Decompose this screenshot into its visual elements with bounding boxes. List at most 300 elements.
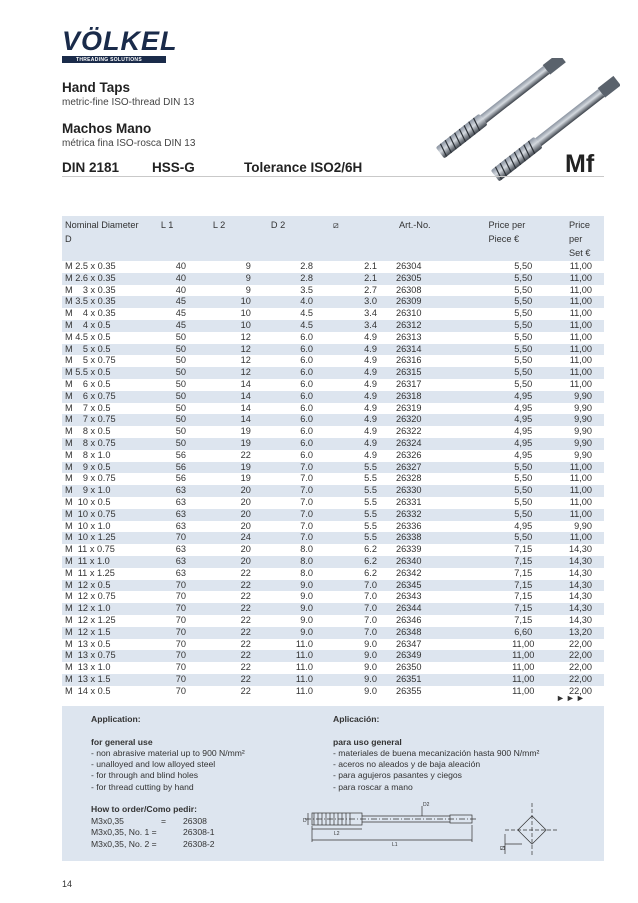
aplicacion-item: - para roscar a mano [333, 781, 413, 792]
table-cell: 4.9 [325, 367, 393, 379]
table-row [62, 320, 604, 332]
table-cell: M 8 x 0.75 [62, 438, 155, 450]
table-cell: 4,95 [514, 402, 533, 413]
table-cell: 5,50 [480, 296, 566, 308]
table-cell: 11,00 [569, 355, 592, 366]
table-cell: 11,00 [569, 331, 592, 342]
table-cell: 9 [245, 261, 251, 271]
table-cell: 26349 [393, 650, 481, 662]
table-cell: 5.5 [325, 462, 393, 474]
table-cell: 22 [240, 614, 251, 625]
table-cell: 70 [155, 603, 207, 615]
table-cell: 50 [175, 378, 186, 389]
table-cell: 9,90 [574, 426, 592, 437]
table-cell: 4.9 [325, 438, 393, 450]
label-d: D [303, 818, 307, 824]
table-cell: M 14 x 0.5 [65, 685, 111, 696]
table-row [62, 426, 604, 438]
col-price-piece: Price per Piece € [480, 216, 566, 261]
table-cell: 3.4 [364, 308, 377, 319]
table-cell: 6.2 [364, 544, 377, 555]
table-row [62, 662, 604, 674]
table-cell: 5.5 [325, 532, 393, 544]
table-row [62, 521, 604, 533]
table-cell: 14 [240, 402, 251, 413]
table-cell: 6.0 [300, 449, 314, 460]
table-cell: 5,50 [480, 273, 566, 285]
table-cell: 26343 [395, 591, 422, 602]
table-cell: 7.0 [265, 485, 325, 497]
table-cell: M 3 x 0.35 [65, 284, 116, 295]
table-cell: 26340 [393, 556, 481, 568]
table-cell: 26319 [395, 402, 422, 413]
table-cell: 11,00 [566, 532, 604, 544]
table-cell: 11.0 [295, 662, 314, 673]
table-cell: 63 [155, 556, 207, 568]
table-row [62, 603, 604, 615]
table-cell: 26347 [395, 638, 422, 649]
table-cell: M 11 x 0.75 [65, 544, 115, 555]
table-cell: 6.0 [265, 438, 325, 450]
table-row [62, 285, 604, 297]
table-cell: 20 [207, 509, 265, 521]
logo-tagline: THREADING SOLUTIONS [76, 57, 142, 63]
tap-spec-table [62, 216, 604, 697]
table-cell: 6.0 [265, 344, 325, 356]
table-cell: 26339 [395, 544, 422, 555]
table-cell: 22 [207, 627, 265, 639]
table-cell: 63 [175, 520, 186, 531]
table-cell: 9,90 [566, 391, 604, 403]
table-cell: 63 [175, 496, 186, 507]
table-cell: 26315 [393, 367, 481, 379]
table-cell: 70 [155, 627, 207, 639]
order-line: M3x0,35, No. 1 = 26308-1 [91, 827, 215, 838]
table-cell: 2.1 [364, 261, 377, 271]
table-cell: 7.0 [265, 509, 325, 521]
table-cell: 11,00 [566, 367, 604, 379]
table-cell: 26305 [393, 273, 481, 285]
table-cell: 26342 [395, 567, 422, 578]
label-l1: L1 [392, 842, 398, 848]
table-cell: M 12 x 1.0 [62, 603, 155, 615]
table-cell: 7,15 [514, 614, 533, 625]
table-row [62, 403, 604, 415]
table-cell: 11,00 [566, 296, 604, 308]
table-cell: 26308 [395, 284, 422, 295]
table-cell: 50 [175, 402, 186, 413]
table-cell: 9,90 [574, 449, 592, 460]
material-grade: HSS-G [152, 160, 195, 175]
table-cell: 6.2 [325, 556, 393, 568]
table-cell: 4.9 [364, 426, 377, 437]
table-cell: 5.5 [325, 485, 393, 497]
table-cell: 22 [240, 638, 251, 649]
order-title: How to order/Como pedir: [91, 804, 197, 815]
table-cell: M 2.6 x 0.35 [62, 273, 155, 285]
table-cell: M 7 x 0.5 [65, 402, 111, 413]
table-cell: 10 [207, 320, 265, 332]
table-cell: 26316 [395, 355, 422, 366]
aplicacion-subtitle: para uso general [333, 736, 402, 747]
table-cell: 14,30 [566, 580, 604, 592]
table-cell: 6.0 [300, 402, 314, 413]
table-cell: 5,50 [480, 509, 566, 521]
table-cell: M 10 x 0.75 [62, 509, 155, 521]
table-row [62, 414, 604, 426]
table-cell: 22 [240, 567, 251, 578]
table-cell: 9,90 [566, 438, 604, 450]
table-cell: 19 [207, 438, 265, 450]
table-cell: 26313 [395, 331, 422, 342]
application-item: - unalloyed and low alloyed steel [91, 759, 216, 770]
table-cell: M 4 x 0.5 [62, 320, 155, 332]
table-cell: 19 [207, 462, 265, 474]
table-cell: 5,50 [480, 485, 566, 497]
table-cell: M 3.5 x 0.35 [62, 296, 155, 308]
table-cell: 2.1 [325, 273, 393, 285]
order-line: M3x0,35 = 26308 [91, 816, 207, 826]
col-d2: D 2 [265, 216, 325, 261]
table-cell: 5,50 [480, 532, 566, 544]
aplicacion-item: - materiales de buena mecanización hasta 900 N/mm² [333, 747, 540, 758]
table-cell: 5.5 [364, 473, 377, 484]
table-cell: 24 [207, 532, 265, 544]
table-cell: 8.0 [300, 567, 314, 578]
table-cell: 70 [155, 580, 207, 592]
table-row [62, 261, 604, 273]
table-cell: 4,95 [514, 520, 533, 531]
table-cell: 6,60 [480, 627, 566, 639]
table-cell: 22 [207, 580, 265, 592]
table-cell: 63 [175, 567, 186, 578]
table-cell: 5,50 [514, 308, 533, 319]
table-cell: 9.0 [325, 650, 393, 662]
table-cell: 19 [240, 473, 251, 484]
table-cell: 70 [175, 591, 186, 602]
table-cell: 4,95 [480, 391, 566, 403]
table-cell: 9.0 [265, 603, 325, 615]
order-example [91, 816, 291, 850]
table-cell: 26350 [395, 662, 422, 673]
table-cell: 5,50 [480, 367, 566, 379]
table-cell: 6.2 [364, 567, 377, 578]
table-cell: 7.0 [325, 627, 393, 639]
table-cell: 2.8 [300, 261, 314, 271]
table-cell: 11,00 [566, 462, 604, 474]
table-row [62, 509, 604, 521]
table-cell: 11.0 [265, 650, 325, 662]
table-cell: M 4 x 0.35 [65, 308, 116, 319]
table-row [62, 532, 604, 544]
application-en [91, 714, 321, 816]
table-cell: M 12 x 0.5 [62, 580, 155, 592]
table-cell: 50 [175, 331, 186, 342]
table-cell: 5,50 [514, 473, 533, 484]
table-cell: 6.0 [300, 355, 314, 366]
label-d2: D2 [423, 802, 430, 808]
table-cell: 26322 [395, 426, 422, 437]
table-cell: M 11 x 1.25 [65, 567, 115, 578]
table-cell: 70 [155, 650, 207, 662]
table-cell: 8.0 [265, 556, 325, 568]
table-cell: M 9 x 0.5 [62, 462, 155, 474]
table-cell: 7,15 [514, 567, 533, 578]
table-cell: 11,00 [512, 662, 535, 673]
table-cell: 12 [240, 331, 251, 342]
table-cell: 26310 [395, 308, 422, 319]
table-row [62, 627, 604, 639]
table-cell: 22,00 [569, 638, 592, 649]
table-cell: 26338 [393, 532, 481, 544]
table-cell: 26309 [393, 296, 481, 308]
table-cell: 11,00 [566, 509, 604, 521]
table-cell: M 13 x 0.5 [65, 638, 111, 649]
table-cell: M 13 x 1.0 [65, 662, 111, 673]
table-cell: 26314 [393, 344, 481, 356]
table-row [62, 650, 604, 662]
table-cell: 56 [175, 473, 186, 484]
aplicacion-item: - aceros no aleados y de baja aleación [333, 759, 481, 770]
table-row [62, 497, 604, 509]
table-cell: 50 [175, 426, 186, 437]
table-cell: 4.5 [265, 320, 325, 332]
table-cell: 50 [155, 414, 207, 426]
table-cell: M 12 x 1.5 [62, 627, 155, 639]
col-l2: L 2 [207, 216, 265, 261]
subtitle-es: métrica fina ISO-rosca DIN 13 [62, 138, 196, 149]
table-cell: 19 [240, 426, 251, 437]
table-cell: 10 [207, 296, 265, 308]
table-cell: 4.9 [364, 378, 377, 389]
table-row [62, 556, 604, 568]
table-cell: 12 [207, 344, 265, 356]
col-l1: L 1 [155, 216, 207, 261]
table-row [62, 332, 604, 344]
table-cell: 26348 [393, 627, 481, 639]
col-square: ⧄ [325, 216, 393, 261]
table-cell: 4.9 [325, 391, 393, 403]
table-cell: 26304 [395, 261, 422, 271]
table-cell: 20 [207, 556, 265, 568]
table-cell: 7.0 [325, 580, 393, 592]
tolerance-class: Tolerance ISO2/6H [244, 160, 363, 175]
table-cell: 26330 [393, 485, 481, 497]
table-cell: 50 [155, 367, 207, 379]
table-row [62, 344, 604, 356]
table-cell: 26344 [393, 603, 481, 615]
table-cell: M 5 x 0.5 [62, 344, 155, 356]
table-cell: 7.0 [364, 591, 377, 602]
table-cell: 13,20 [566, 627, 604, 639]
table-cell: 14,30 [569, 614, 592, 625]
table-header-row [62, 216, 604, 261]
table-cell: 22,00 [569, 662, 592, 673]
table-cell: 63 [175, 544, 186, 555]
table-row [62, 296, 604, 308]
table-cell: 56 [175, 449, 186, 460]
table-cell: 56 [155, 462, 207, 474]
table-cell: 14 [207, 391, 265, 403]
table-cell: M 5.5 x 0.5 [62, 367, 155, 379]
table-cell: 22 [240, 662, 251, 673]
table-cell: 20 [240, 520, 251, 531]
table-cell: 5,50 [514, 355, 533, 366]
table-cell: 11,00 [566, 273, 604, 285]
table-cell: 22 [240, 591, 251, 602]
table-row [62, 473, 604, 485]
table-cell: 50 [175, 355, 186, 366]
table-cell: 26327 [393, 462, 481, 474]
table-cell: 45 [175, 308, 186, 319]
table-cell: 26317 [395, 378, 422, 389]
application-title: Application: [91, 714, 141, 724]
application-subtitle: for general use [91, 736, 153, 747]
table-cell: 22,00 [569, 685, 592, 696]
table-cell: 14 [207, 414, 265, 426]
table-cell: M 9 x 0.75 [65, 473, 116, 484]
table-cell: M 10 x 1.0 [65, 520, 111, 531]
table-cell: 7.0 [300, 520, 314, 531]
table-cell: 11,00 [569, 284, 592, 295]
table-cell: 9.0 [300, 591, 314, 602]
table-cell: 26346 [395, 614, 422, 625]
table-cell: 6.0 [300, 378, 314, 389]
din-standard: DIN 2181 [62, 160, 120, 175]
table-cell: 4.9 [364, 449, 377, 460]
table-cell: 20 [240, 544, 251, 555]
table-cell: 11,00 [569, 378, 592, 389]
table-cell: 4.5 [300, 308, 314, 319]
table-cell: 70 [175, 662, 186, 673]
table-cell: 5,50 [514, 496, 533, 507]
table-row [62, 462, 604, 474]
table-cell: 5,50 [480, 462, 566, 474]
table-cell: 26318 [393, 391, 481, 403]
continue-arrows-icon: ►►► [556, 693, 586, 703]
table-cell: 4,95 [514, 426, 533, 437]
table-cell: 7.0 [300, 496, 314, 507]
table-cell: 4,95 [480, 414, 566, 426]
table-cell: 26324 [393, 438, 481, 450]
table-cell: 4.9 [325, 344, 393, 356]
table-cell: 5,50 [480, 344, 566, 356]
table-cell: M 6 x 0.5 [65, 378, 111, 389]
table-cell: M 2.5 x 0.35 [65, 261, 116, 271]
table-cell: M 13 x 0.75 [62, 650, 155, 662]
table-cell: 14,30 [569, 567, 592, 578]
table-cell: M 8 x 1.0 [65, 449, 111, 460]
table-cell: 9.0 [265, 627, 325, 639]
application-es [333, 714, 598, 793]
aplicacion-item: - para agujeros pasantes y ciegos [333, 770, 462, 781]
table-cell: 9.0 [265, 580, 325, 592]
table-cell: 22 [207, 603, 265, 615]
table-cell: 5,50 [514, 378, 533, 389]
table-cell: 2.7 [364, 284, 377, 295]
table-cell: M 7 x 0.75 [62, 414, 155, 426]
table-cell: M 6 x 0.75 [62, 391, 155, 403]
table-cell: 11,00 [480, 650, 566, 662]
table-cell: 9.0 [300, 614, 314, 625]
table-cell: 6.0 [300, 331, 314, 342]
table-cell: 70 [155, 674, 207, 686]
table-cell: 3.0 [325, 296, 393, 308]
table-cell: 20 [207, 485, 265, 497]
thread-code: Mf [565, 150, 595, 178]
brand-logo [62, 26, 178, 70]
table-cell: 6.0 [265, 367, 325, 379]
subtitle-en: metric-fine ISO-thread DIN 13 [62, 97, 195, 108]
col-art-no: Art.-No. [393, 216, 481, 261]
table-row [62, 591, 604, 603]
table-cell: 70 [175, 638, 186, 649]
table-cell: 22,00 [566, 674, 604, 686]
table-cell: 11,00 [569, 496, 592, 507]
table-cell: 14,30 [566, 603, 604, 615]
table-cell: 4,95 [480, 438, 566, 450]
table-cell: 11,00 [512, 685, 535, 696]
table-cell: 3.4 [325, 320, 393, 332]
table-cell: M 8 x 0.5 [65, 426, 111, 437]
table-cell: 6.0 [265, 414, 325, 426]
table-cell: 20 [240, 496, 251, 507]
table-row [62, 379, 604, 391]
table-cell: 7.0 [300, 473, 314, 484]
table-cell: 7.0 [265, 532, 325, 544]
table-cell: 70 [175, 614, 186, 625]
table-cell: 4.9 [364, 402, 377, 413]
table-row [62, 438, 604, 450]
table-cell: 26336 [395, 520, 422, 531]
table-cell: 11.0 [265, 674, 325, 686]
table-cell: 26351 [393, 674, 481, 686]
table-cell: 7,15 [514, 544, 533, 555]
logo-bar [62, 56, 166, 63]
table-cell: 11,00 [569, 308, 592, 319]
table-cell: 26331 [395, 496, 422, 507]
table-cell: 22,00 [566, 650, 604, 662]
table-cell: M 5 x 0.75 [65, 355, 116, 366]
table-cell: M 13 x 1.5 [62, 674, 155, 686]
table-cell: 22 [207, 650, 265, 662]
table-cell: 22 [240, 449, 251, 460]
table-row [62, 273, 604, 285]
table-cell: 11,00 [480, 674, 566, 686]
table-cell: 4,95 [514, 449, 533, 460]
table-cell: 9 [207, 273, 265, 285]
table-cell: 9,90 [574, 402, 592, 413]
table-cell: 50 [155, 438, 207, 450]
table-cell: 7,15 [480, 603, 566, 615]
table-row [62, 544, 604, 556]
table-cell: 14,30 [569, 544, 592, 555]
title-es: Machos Mano [62, 121, 152, 136]
table-cell: 7.0 [265, 462, 325, 474]
table-row [62, 450, 604, 462]
table-cell: 10 [240, 308, 251, 319]
table-row [62, 391, 604, 403]
table-cell: 9.0 [364, 638, 377, 649]
table-cell: 63 [155, 509, 207, 521]
table-cell: 14 [240, 378, 251, 389]
table-cell: 40 [175, 284, 186, 295]
table-row [62, 308, 604, 320]
table-cell: 26320 [393, 414, 481, 426]
table-cell: M 12 x 1.25 [65, 614, 116, 625]
table-cell: 11,00 [566, 320, 604, 332]
table-cell: 2.8 [265, 273, 325, 285]
